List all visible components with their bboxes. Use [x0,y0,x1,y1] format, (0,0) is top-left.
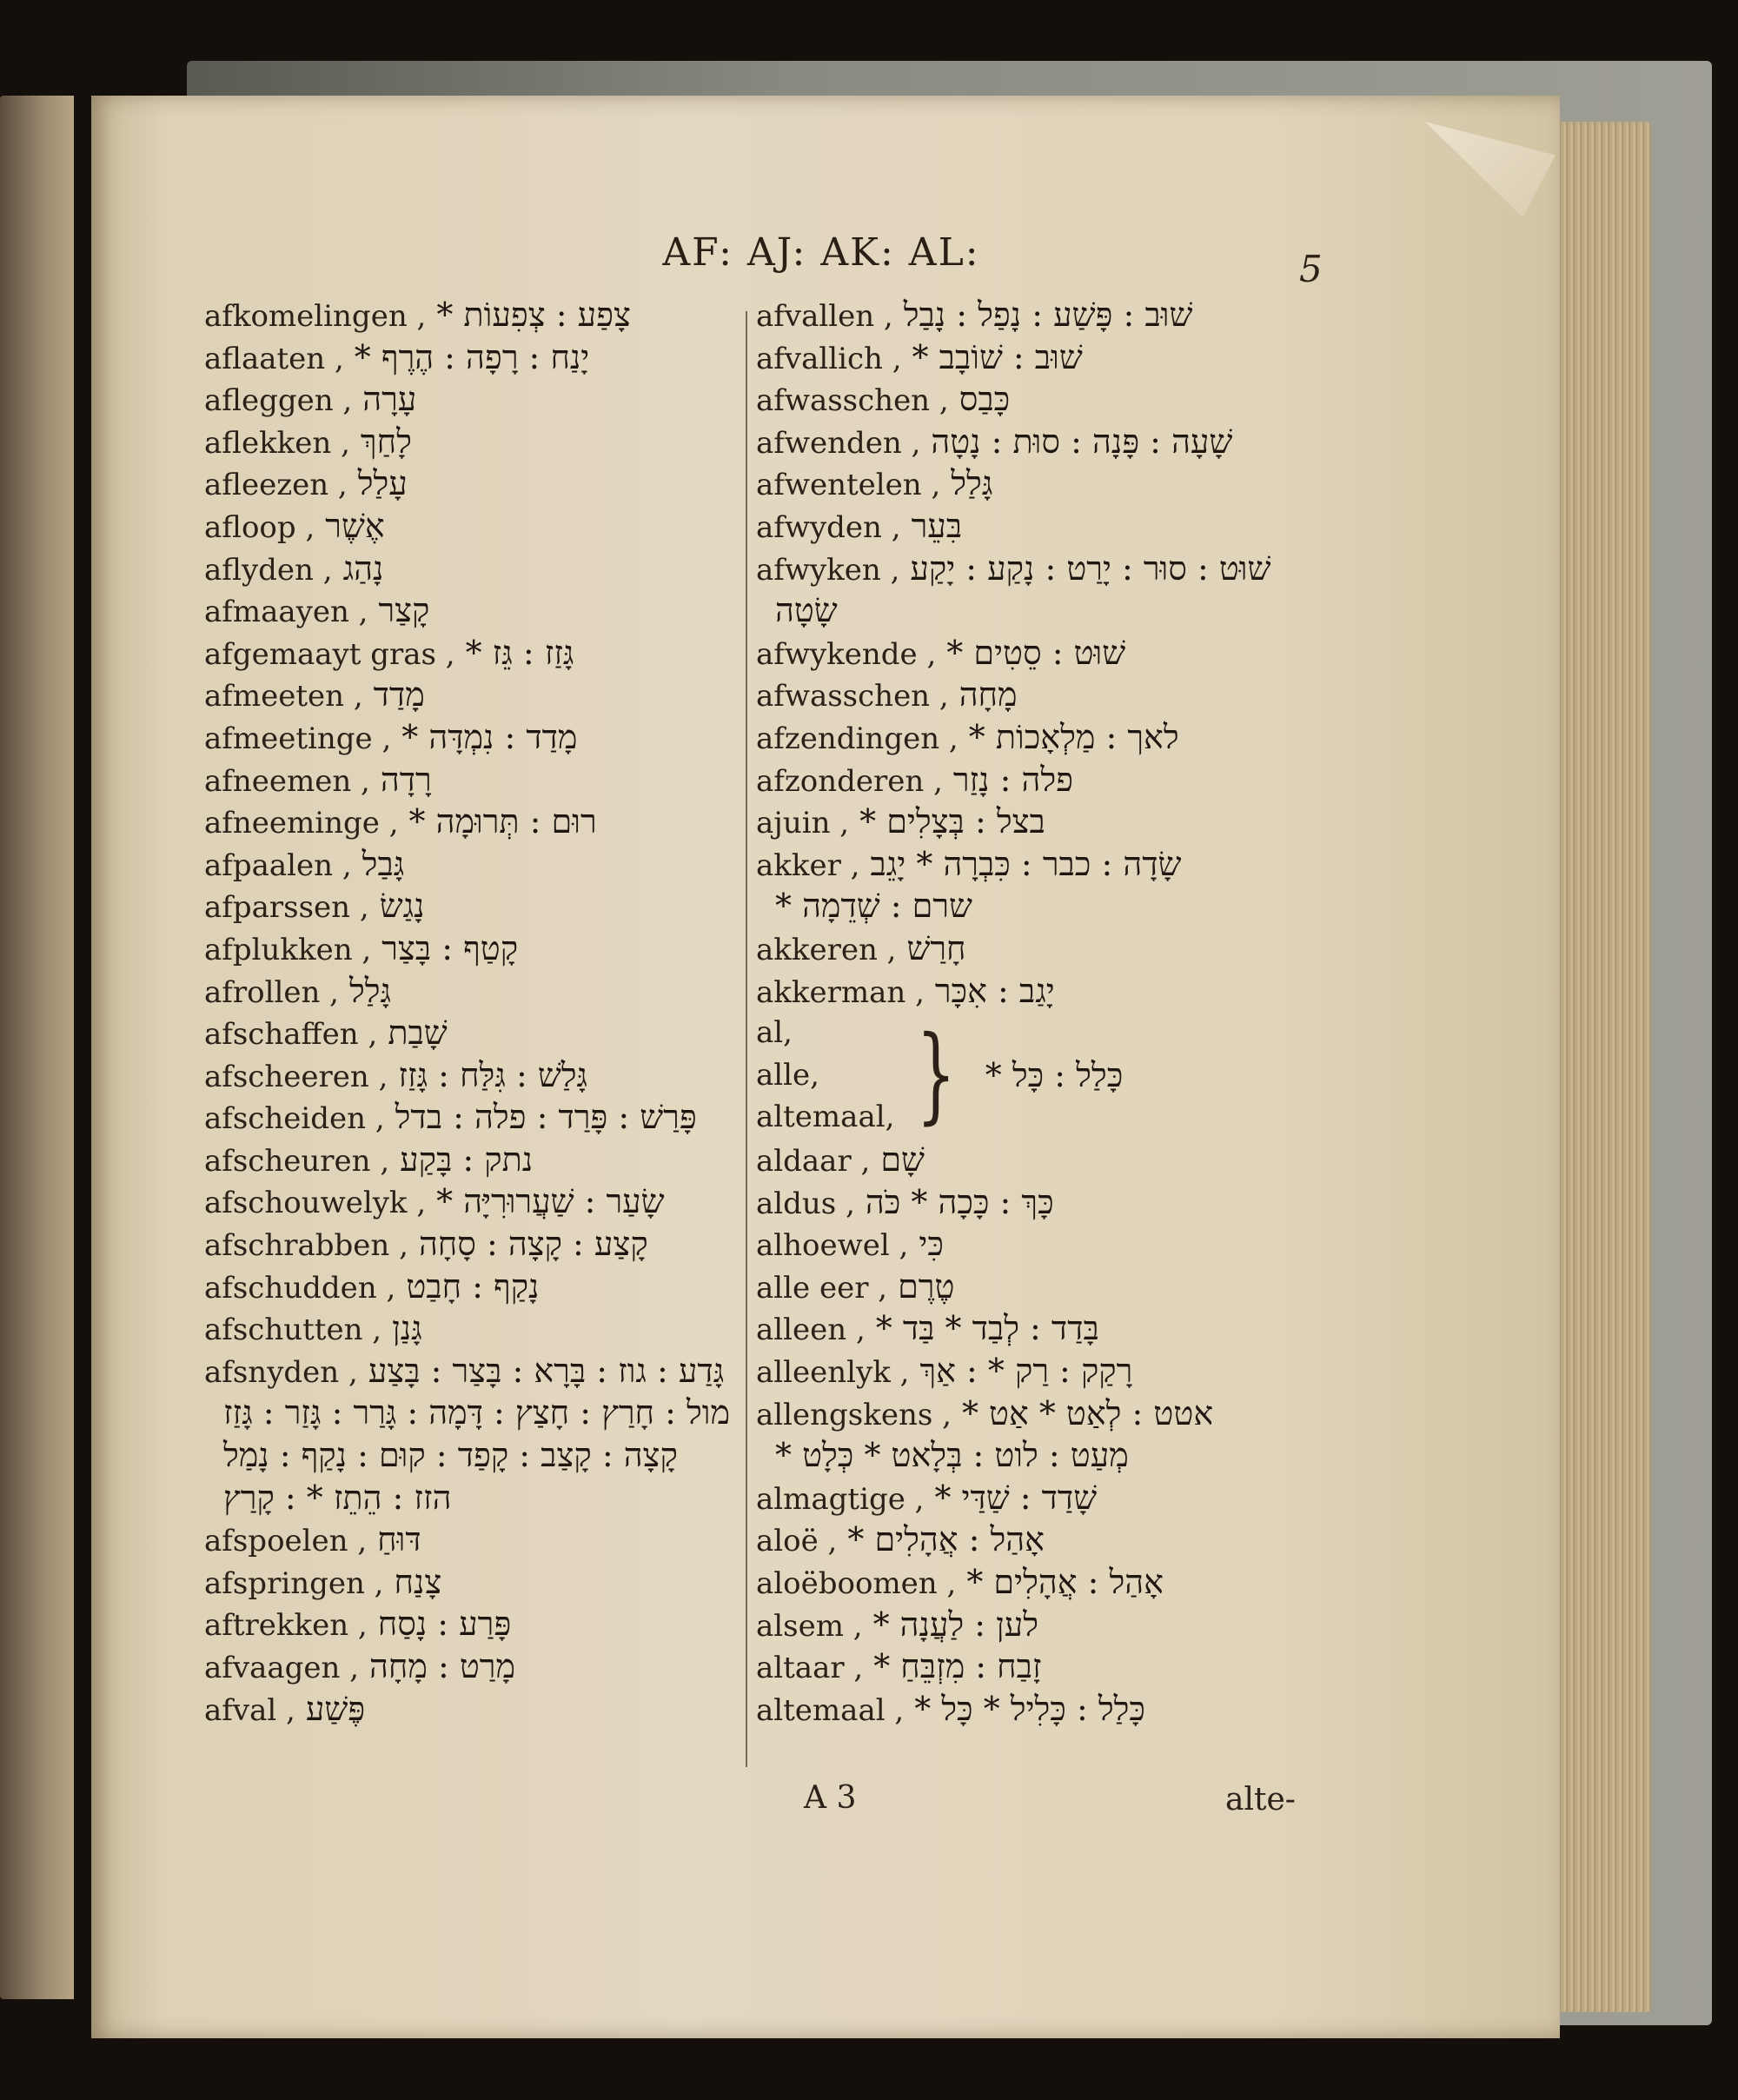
hebrew-equivalents: קָצַע : קָצָה : סָחָה [418,1225,648,1264]
dutch-headword: altaar , [756,1651,864,1686]
dutch-headword: aftrekken , [204,1608,368,1644]
entry-continuation [204,1477,743,1519]
dutch-headword: akkeren , [756,932,897,967]
dictionary-entry [756,1561,1295,1604]
hebrew-equivalents: קָצַר [378,591,430,630]
dutch-headword: al, [756,1015,793,1051]
dictionary-entry [204,1561,743,1604]
entry-continuation [756,589,1295,632]
hebrew-equivalents: צָנַח [394,1562,442,1601]
entry-continuation [756,1434,1295,1477]
hebrew-equivalents: שׁוּט : סוּר : יָרַט : נָקַע : יָקַע [910,548,1271,588]
hebrew-equivalents: שָׂעַר : שַׁעֲרוּרִיָּה * [436,1182,665,1221]
dutch-headword: aflekken , [204,425,350,461]
hebrew-equivalents: נתק : בָּקַע [400,1140,534,1179]
hebrew-equivalents: בצל : בְּצָלִים * [859,802,1045,841]
running-head-text: AF: AJ: AK: AL: [662,230,980,275]
hebrew-equivalents: שָׁם [880,1140,925,1180]
dutch-headword: afschaffen , [204,1017,378,1053]
dutch-headword: afvallen , [756,299,893,334]
hebrew-equivalents: גָּלַשׁ : גִּלַּח : גָּזַז [398,1055,588,1094]
dictionary-entry [204,801,743,843]
dutch-headword: afwentelen , [756,468,941,503]
hebrew-equivalents: לָחַךְ [360,422,412,461]
dutch-headword: afzendingen , [756,721,959,756]
hebrew-equivalents: גָּדַע : גוז : בָּרָא : בָּצַר : בָּצַע [368,1351,725,1390]
dutch-headword: alhoewel , [756,1228,909,1264]
dictionary-entry [204,843,743,886]
dutch-headword: afplukken , [204,932,372,967]
dictionary-entry [204,1307,743,1350]
dictionary-entry [756,1139,1295,1181]
dictionary-entry [204,548,743,590]
dutch-headword: afsnyden , [204,1354,358,1390]
dutch-headword: aflyden , [204,552,333,588]
dictionary-entry [204,1266,743,1308]
dutch-headword: alsem , [756,1608,863,1644]
page-number: 5 [1299,248,1323,290]
dictionary-entry [756,843,1295,886]
dutch-headword: afparssen , [204,890,369,926]
hebrew-equivalents: שָׂטָה [775,591,838,630]
dictionary-entry [204,462,743,505]
hebrew-equivalents: טֶרֶם [898,1266,955,1306]
hebrew-equivalents: גָּלַל [348,971,392,1010]
dictionary-entry [204,970,743,1013]
hebrew-equivalents: קָצָה : קָצַב : קָפַד : קוּם : נָקַף : נָמַל [223,1436,678,1475]
hebrew-equivalents: זָבַח : מִזְבֵּחַ * [873,1647,1042,1686]
dictionary-entry [204,1096,743,1139]
dutch-headword: almagtige , [756,1481,925,1517]
dutch-headword: afwykende , [756,636,937,672]
hebrew-equivalents: שׁוּט : סֵטִים * [946,633,1126,672]
dutch-headword: alle, [756,1057,819,1093]
dutch-headword: aloëboomen , [756,1566,957,1602]
hebrew-equivalents: פָּרַע : נָסַח [377,1605,512,1644]
dutch-headword: afwenden , [756,425,921,461]
hebrew-equivalents: דּוּחַ [377,1520,421,1559]
dictionary-entry [756,1688,1295,1731]
dutch-headword: afloop , [204,509,315,545]
hebrew-equivalents: שָׂדָה : כבר : כִּבְרָה * יָגֵב [870,844,1182,883]
hebrew-equivalents: מול : חָרַץ : חָצַץ : דָּמָה : גָּרַר : גָּזַר : גָּזַז [223,1393,731,1432]
hebrew-equivalents: יָנַח : רָפָה : הֶרֶף * [354,337,590,376]
dictionary-entry [756,716,1295,759]
dictionary-entry [204,885,743,927]
hebrew-equivalents: עָרָה [362,380,417,419]
hebrew-equivalents: עָלַל [357,464,408,503]
dutch-headword: alleen , [756,1312,866,1348]
dutch-headword: afmeetinge , [204,721,392,756]
dictionary-entry [204,421,743,463]
dutch-headword: afvallich , [756,341,902,376]
dutch-headword: afmeeten , [204,679,363,714]
dutch-headword: afschouwelyk , [204,1186,427,1221]
dutch-headword: afschudden , [204,1270,396,1306]
hebrew-equivalents: רוּם : תְּרוּמָה * [408,802,597,841]
hebrew-equivalents: אָהַל : אֲהָלִים * [847,1520,1045,1559]
dictionary-entry [756,674,1295,716]
dictionary-entry [756,294,1295,336]
dutch-headword: afleggen , [204,383,353,419]
hebrew-equivalents: פֶּשַׁע [305,1689,366,1728]
dictionary-entry [756,1645,1295,1688]
hebrew-equivalents: הזז : הֵתֵז * : קָרַץ [223,1478,452,1517]
dictionary-entry [204,589,743,632]
dictionary-entry [204,1688,743,1731]
dictionary-entry [204,1180,743,1223]
dutch-headword: afneemen , [204,763,370,799]
dutch-headword: allengskens , [756,1397,952,1432]
dutch-headword: afmaayen , [204,595,368,630]
dictionary-entry [756,927,1295,970]
dictionary-entry [756,505,1295,548]
dutch-headword: afwyden , [756,509,901,545]
dutch-headword: aldaar , [756,1144,871,1180]
signature-mark: A 3 [804,1780,857,1816]
dutch-headword: akkerman , [756,974,925,1010]
brace-headwords [756,1012,894,1139]
hebrew-equivalents: מָדַד [373,675,425,714]
dutch-headword: afleezen , [204,468,348,503]
dictionary-entry [756,378,1295,421]
dutch-headword: altemaal , [756,1692,905,1728]
dutch-headword: afpaalen , [204,847,352,883]
dictionary-entry [756,1392,1295,1435]
hebrew-equivalents: מָדַד : נִמְדָּה * [401,717,578,756]
dictionary-entry [204,674,743,716]
dutch-headword: afzonderen , [756,763,943,799]
hebrew-equivalents: כָּבַס [959,380,1011,419]
hebrew-equivalents: נָקַף : חָבַט [406,1266,540,1306]
dutch-headword: altemaal, [756,1100,895,1135]
dictionary-entry [204,378,743,421]
hebrew-equivalents: אָהַל : אֲהָלִים * [966,1563,1164,1602]
entry-continuation [204,1392,743,1434]
hebrew-equivalents: יָגַב : אִכָּר [934,971,1055,1010]
dictionary-entry [756,1519,1295,1561]
dictionary-entry [204,1054,743,1097]
dutch-headword: afspringen , [204,1565,384,1601]
dictionary-entry [204,1603,743,1645]
dictionary-entry [756,970,1295,1013]
dutch-headword: afneeminge , [204,806,399,841]
dictionary-entry [756,462,1295,505]
dutch-headword: afwasschen , [756,679,949,714]
hebrew-equivalents: שׁוּב : שׁוֹבָב * [912,337,1083,376]
hebrew-equivalents: פָּרַשׁ : פָּרַד : פלה : בדל [395,1098,697,1137]
left-column [204,294,743,1730]
hebrew-equivalents: כָּךְ : כָּכָה * כֹּה [865,1182,1054,1221]
dutch-headword: afgemaayt gras , [204,636,455,672]
dictionary-entry [756,1223,1295,1266]
hebrew-equivalents: פלה : נָזַר [952,760,1074,799]
dutch-headword: afscheeren , [204,1059,388,1094]
entry-continuation [756,885,1295,927]
dutch-headword: afwyken , [756,552,900,588]
dictionary-entry [204,294,743,336]
hebrew-equivalents: קָטַף : בָּצַר [381,928,519,967]
dictionary-entry [756,1350,1295,1392]
catchword: alte- [1225,1782,1296,1818]
dictionary-entry [204,632,743,675]
right-column [756,294,1295,1730]
dutch-headword: afschrabben , [204,1228,408,1264]
hebrew-equivalents: בִּעֵר [911,506,963,545]
dutch-headword: afspoelen , [204,1524,368,1559]
dictionary-entry [204,759,743,801]
dictionary-entry [756,1181,1295,1224]
brace-entry-group [756,1012,1295,1139]
hebrew-equivalents: בָּדַד : לְבַד * בַּד * [875,1309,1099,1348]
hebrew-equivalents: רָדָה [380,760,432,799]
dictionary-entry [756,759,1295,801]
dictionary-entry [204,1645,743,1688]
hebrew-equivalents: רָקַק : רַק * : אַךְ [919,1352,1133,1391]
hebrew-equivalents: חָרַשׁ [906,928,966,967]
hebrew-equivalents: שָׁדַד : שַׁדַּי * [934,1478,1098,1517]
hebrew-equivalents: גָּבַל [362,844,405,883]
dictionary-entry [756,1604,1295,1646]
dictionary-entry [756,548,1295,590]
dutch-headword: aldus , [756,1186,855,1221]
hebrew-equivalents: אֶשֶׁר [325,506,385,545]
hebrew-equivalents: מָחָה [959,675,1018,714]
dutch-headword: ajuin , [756,806,850,841]
dictionary-entry [756,336,1295,379]
dictionary-entry [756,1477,1295,1519]
dutch-headword: afscheiden , [204,1101,385,1137]
dutch-headword: alleenlyk , [756,1355,910,1391]
hebrew-equivalents: גָּזַז : גֵּז * [465,633,574,672]
column-rule [746,311,747,1767]
dutch-headword: akker , [756,847,860,883]
left-page-edge [0,96,74,1999]
dictionary-entry [756,632,1295,675]
hebrew-equivalents: כָּלַל : כָּלִיל * כָּל * [914,1689,1145,1728]
running-head [0,230,1738,275]
hebrew-equivalents: לען : לַעֲנָה * [872,1605,1039,1644]
hebrew-equivalents: גָּנַן [392,1309,422,1348]
hebrew-equivalents: כִּי [919,1225,944,1264]
dictionary-entry [204,927,743,970]
dutch-headword: afvaagen , [204,1651,360,1685]
hebrew-equivalents: אטט : לְאַט * אַט * [961,1393,1214,1432]
hebrew-equivalents: שָׁעָה : פָּנָה : סוּת : נָטָה [931,422,1233,461]
hebrew-equivalents: גָּלַל [951,464,993,503]
dictionary-entry [756,801,1295,843]
dictionary-entry [204,1012,743,1054]
hebrew-equivalents: מְעַט : לוט : בְּלָאט * כְּלָט * [775,1436,1129,1475]
curly-brace: } [916,1014,957,1136]
dutch-headword: afschutten , [204,1312,382,1348]
dutch-headword: alle eer , [756,1270,888,1306]
hebrew-equivalents: שָׁבַת [388,1013,448,1053]
dictionary-entry [204,1350,743,1392]
dictionary-entry [204,1519,743,1561]
dutch-headword: afwasschen , [756,383,949,419]
dutch-headword: afrollen , [204,974,339,1010]
hebrew-equivalents: כָּלַל : כָּל * [985,1055,1124,1094]
dictionary-entry [204,1223,743,1266]
dutch-headword: afscheuren , [204,1143,390,1179]
hebrew-equivalents: צָפַע : צְפִעוֹת * [436,296,631,334]
hebrew-equivalents: נָהַג [342,548,384,588]
dictionary-entry [204,336,743,379]
dictionary-entry [204,505,743,548]
dictionary-entry [204,1139,743,1181]
entry-continuation [204,1434,743,1477]
hebrew-equivalents: מָרַט : מָחָה [369,1647,515,1685]
dutch-headword: aflaaten , [204,341,344,376]
dutch-headword: afkomelingen , [204,299,427,334]
hebrew-equivalents: שׁוּב : פָּשַׁע : נָפַל : נָבַל [903,296,1193,334]
dictionary-entry [756,1307,1295,1350]
hebrew-equivalents: נָגַשׂ [379,887,425,926]
hebrew-equivalents: לאך : מַלְאָכוֹת * [968,717,1179,756]
dictionary-entry [204,716,743,759]
hebrew-equivalents: שרם : שְׁדֵמָה * [775,887,972,926]
dutch-headword: afval , [204,1692,295,1728]
page-block-edges [1556,122,1651,2012]
dictionary-entry [756,1266,1295,1308]
dictionary-entry [756,421,1295,463]
dutch-headword: aloë , [756,1524,838,1559]
